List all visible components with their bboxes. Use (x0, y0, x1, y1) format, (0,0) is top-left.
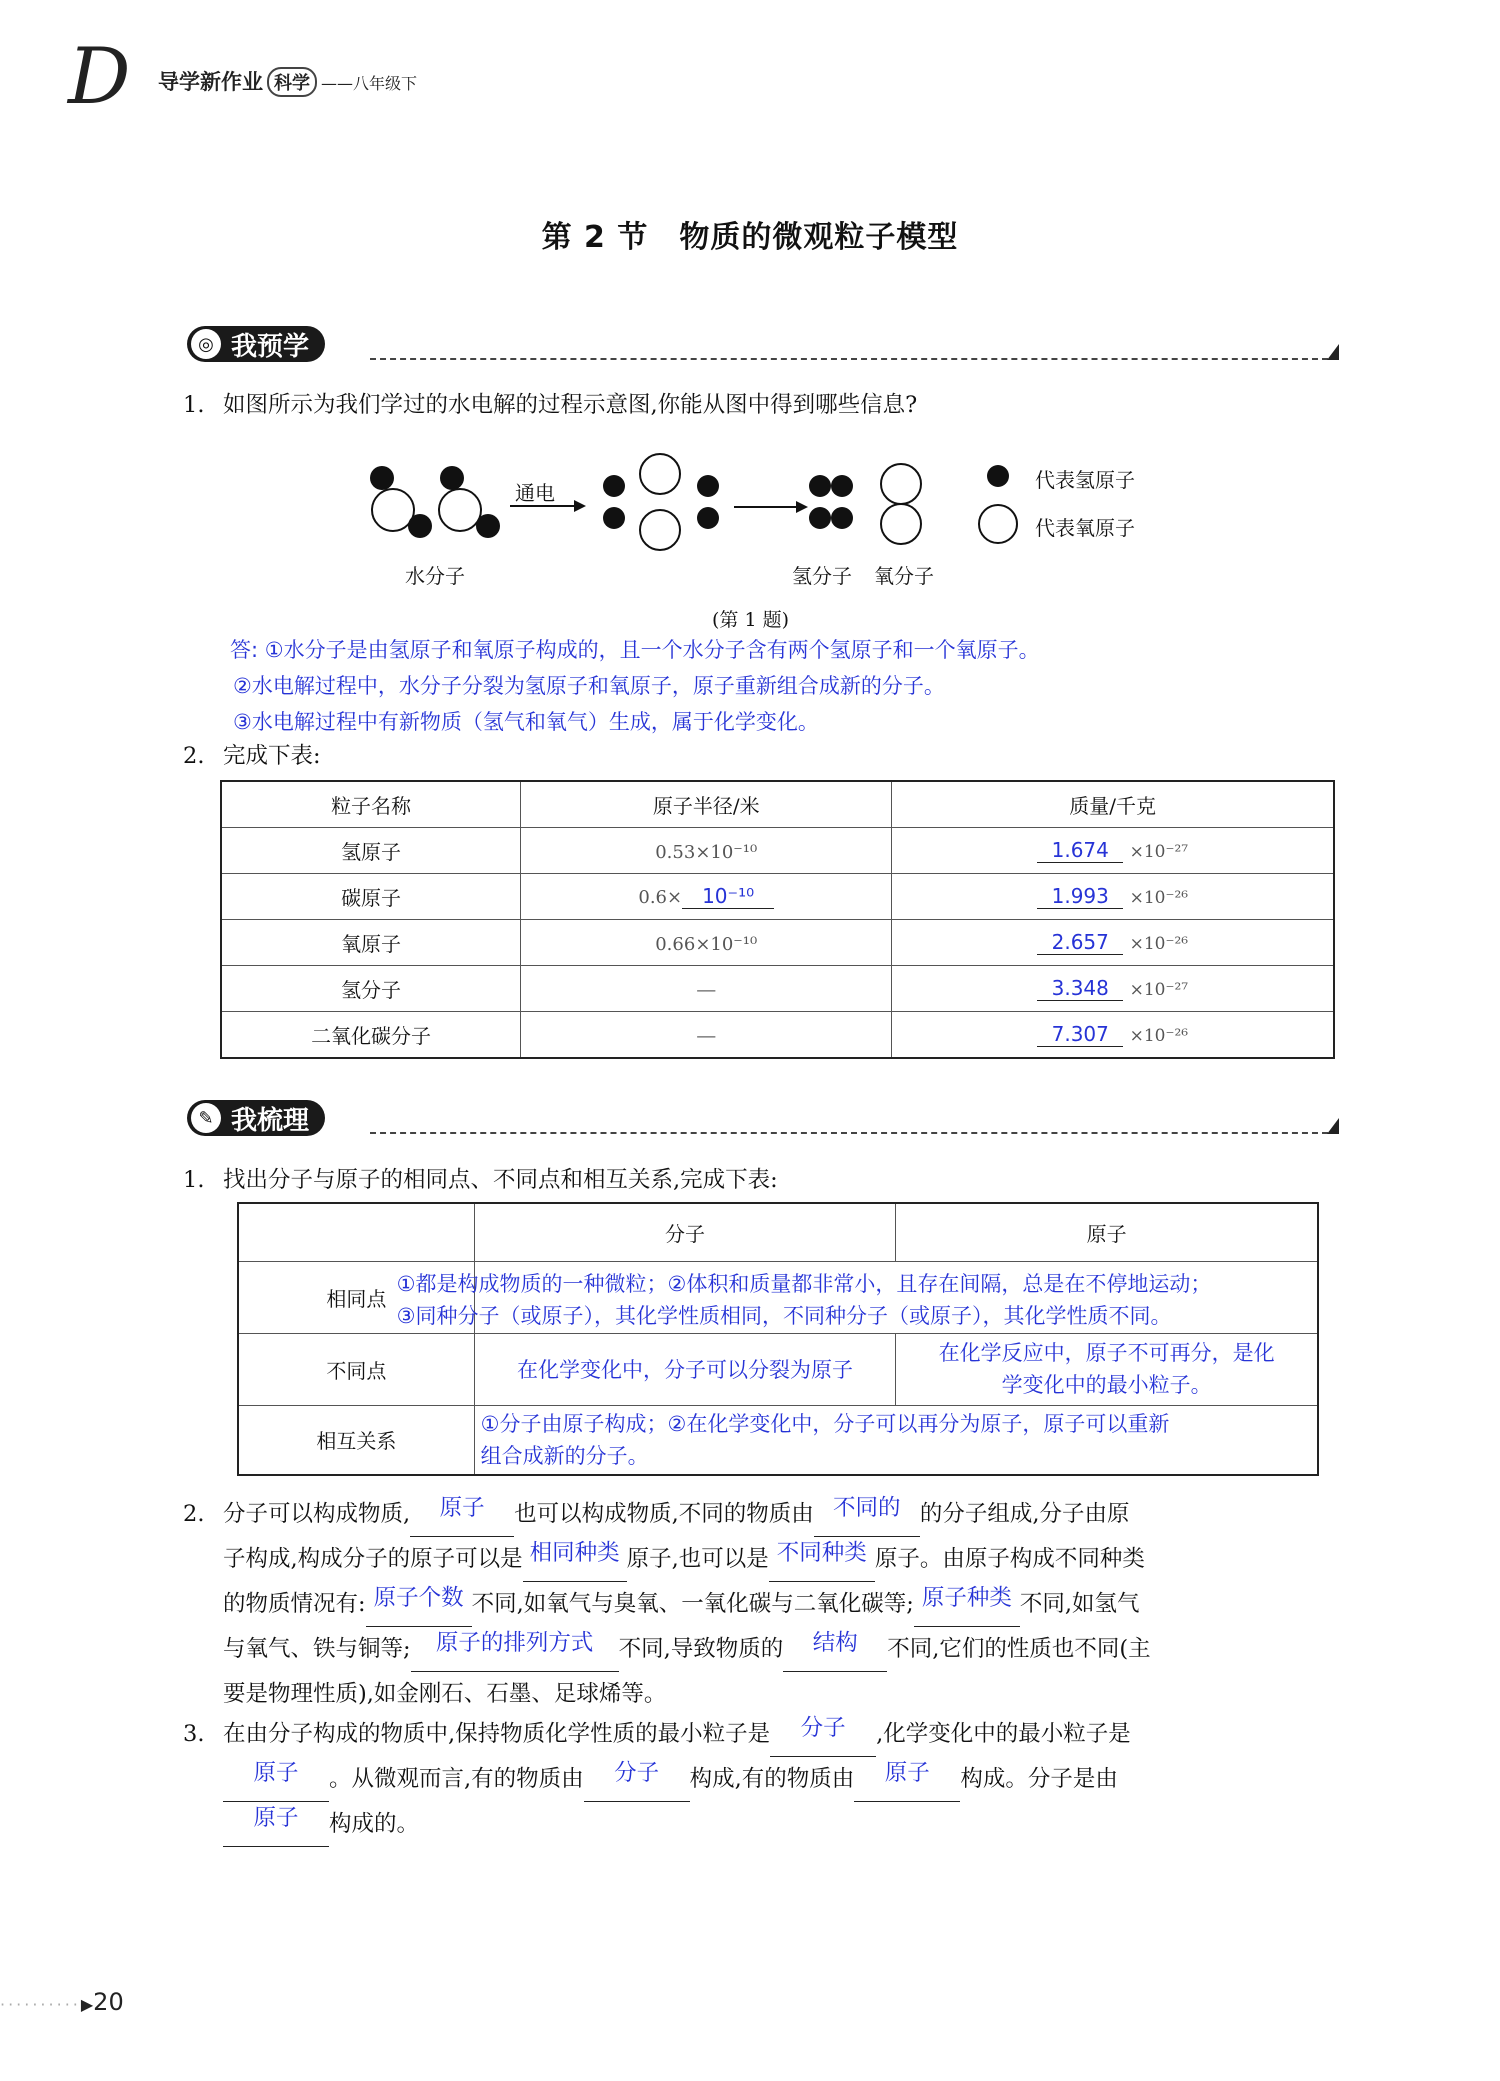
legend-oxygen-label: 代表氧原子 (1035, 516, 1135, 540)
table-header-row (221, 781, 1334, 828)
logo-letter: D (68, 32, 131, 122)
page-number: 20 (93, 1988, 124, 2016)
mass-fill: 3.348 (1037, 976, 1123, 1001)
particle-name: 二氧化碳分子 (221, 1012, 521, 1059)
mass-fill: 1.674 (1037, 838, 1123, 863)
s3-line-2: 原子 。从微观而言,有的物质由 分子 构成,有的物质由 原子 构成。分子是由 (223, 1757, 1333, 1802)
question-number: 2. (183, 1501, 205, 1527)
section-divider (370, 358, 1328, 360)
particle-radius: 0.66×10⁻¹⁰ (521, 920, 892, 966)
radius-fill: 10⁻¹⁰ (682, 884, 774, 909)
hydrogen-atom (697, 507, 719, 529)
table-header: 粒子名称 (221, 781, 521, 828)
hydrogen-molecule-label: 氢分子 (792, 564, 852, 588)
row-label: 相同点 (238, 1261, 474, 1333)
s2-line-1: 分子可以构成物质, 原子 也可以构成物质,不同的物质由 不同的 的分子组成,分子由原 (223, 1492, 1333, 1537)
hydrogen-atom (440, 466, 464, 490)
particle-table (220, 780, 1335, 1059)
question-number: 2. (183, 743, 205, 769)
particle-name: 氢分子 (221, 966, 521, 1012)
blank: 原子 (223, 1802, 329, 1847)
mass-exponent: ×10⁻²⁷ (1129, 980, 1189, 1000)
s2-line-3: 的物质情况有: 原子个数 不同,如氧气与臭氧、一氧化碳与二氧化碳等; 原子种类 不同,如氢气 (223, 1582, 1333, 1627)
particle-mass (892, 1012, 1334, 1059)
blank: 分子 (584, 1757, 690, 1802)
sort-question-3 (183, 1712, 1333, 1847)
mass-exponent: ×10⁻²⁶ (1129, 934, 1189, 954)
table-row (238, 1405, 1318, 1475)
s2-line-2: 子构成,构成分子的原子可以是 相同种类 原子,也可以是 不同种类 原子。由原子构成不同种类 (223, 1537, 1333, 1582)
water-molecule-label: 水分子 (405, 564, 465, 588)
section-divider (370, 1132, 1328, 1134)
row-label: 相互关系 (238, 1405, 474, 1475)
question-text: 找出分子与原子的相同点、不同点和相互关系,完成下表: (223, 1167, 778, 1193)
table-row (221, 966, 1334, 1012)
grade-label: ——八年级下 (321, 74, 418, 93)
table-header: 原子 (896, 1203, 1318, 1261)
q1-answer-line-1: 答: ①水分子是由氢原子和氧原子构成的，且一个水分子含有两个氢原子和一个氧原子。 (230, 638, 1040, 662)
hydrogen-atom (831, 475, 853, 497)
book-header (158, 66, 417, 97)
arrow-head-icon (574, 500, 586, 512)
particle-name: 氧原子 (221, 920, 521, 966)
footer-dots: ·········· (0, 1995, 81, 2014)
legend-oxygen-icon (979, 505, 1017, 543)
table-header: 质量/千克 (892, 781, 1334, 828)
question-text: 完成下表: (223, 743, 321, 769)
s2-line-4: 与氧气、铁与铜等; 原子的排列方式 不同,导致物质的 结构 不同,它们的性质也不同(主 (223, 1627, 1333, 1672)
book-name: 导学新作业 (158, 70, 263, 94)
particle-mass (892, 966, 1334, 1012)
question-text: 如图所示为我们学过的水电解的过程示意图,你能从图中得到哪些信息? (223, 392, 918, 418)
hydrogen-atom (809, 507, 831, 529)
mass-fill: 7.307 (1037, 1022, 1123, 1047)
blank: 原子 (223, 1757, 329, 1802)
legend-hydrogen-icon (987, 465, 1009, 487)
question-number: 1. (183, 1167, 205, 1193)
particle-name: 碳原子 (221, 874, 521, 920)
particle-mass (892, 920, 1334, 966)
arrow-label: 通电 (515, 481, 555, 505)
oxygen-atom (881, 504, 921, 544)
blank: 结构 (783, 1627, 887, 1672)
table-row (221, 920, 1334, 966)
hydrogen-atom (408, 514, 432, 538)
s2-line-5: 要是物理性质),如金刚石、石墨、足球烯等。 (223, 1681, 667, 1707)
section-badge-sort (187, 1100, 325, 1136)
section-badge-preview (187, 326, 325, 362)
blank: 相同种类 (523, 1537, 627, 1582)
s3-line-1: 在由分子构成的物质中,保持物质化学性质的最小粒子是 分子 ,化学变化中的最小粒子是 (223, 1712, 1333, 1757)
figure-caption: (第 1 题) (712, 609, 789, 631)
table-row (221, 1012, 1334, 1059)
table-header: 分子 (474, 1203, 896, 1261)
oxygen-atom (439, 489, 481, 531)
q1-answer-line-2: ②水电解过程中，水分子分裂为氢原子和氧原子，原子重新组合成新的分子。 (233, 674, 945, 698)
table-row (238, 1261, 1318, 1333)
table-header-row (238, 1203, 1318, 1261)
same-answer-line-1: ①都是构成物质的一种微粒；②体积和质量都非常小，且存在间隔，总是在不停地运动； (396, 1271, 1212, 1296)
blank: 原子 (410, 1492, 514, 1537)
particle-radius: — (521, 1012, 892, 1059)
q1-answer-line-3: ③水电解过程中有新物质（氢气和氧气）生成，属于化学变化。 (233, 710, 819, 734)
mass-exponent: ×10⁻²⁷ (1129, 842, 1189, 862)
mass-fill: 2.657 (1037, 930, 1123, 955)
diff-atom-line-2: 学变化中的最小粒子。 (1001, 1373, 1212, 1397)
table-corner (238, 1203, 474, 1261)
arrow-head-icon (796, 501, 808, 513)
particle-radius: 0.6× 10⁻¹⁰ (521, 874, 892, 920)
hydrogen-atom (476, 514, 500, 538)
oxygen-molecule-label: 氧分子 (874, 564, 934, 588)
page-title: 第 2 节 物质的微观粒子模型 (541, 220, 959, 255)
corner-mark-icon (1327, 344, 1339, 360)
table-row (238, 1333, 1318, 1405)
blank: 原子种类 (914, 1582, 1020, 1627)
diff-atom-line-1: 在化学反应中，原子不可再分，是化 (938, 1341, 1275, 1365)
mass-exponent: ×10⁻²⁶ (1129, 1026, 1189, 1046)
hydrogen-atom (831, 507, 853, 529)
relation-line-1: ①分子由原子构成；②在化学变化中，分子可以再分为原子，原子可以重新 (480, 1411, 1170, 1436)
mass-fill: 1.993 (1037, 884, 1123, 909)
preview-icon: ◎ (191, 329, 221, 359)
section-title-preview: 我预学 (231, 331, 310, 362)
subject-badge: 科学 (267, 67, 317, 97)
row-label: 不同点 (238, 1333, 474, 1405)
blank: 分子 (770, 1712, 876, 1757)
sort-question-2 (183, 1492, 1333, 1716)
hydrogen-atom (809, 475, 831, 497)
oxygen-atom (881, 464, 921, 504)
particle-mass (892, 874, 1334, 920)
corner-mark-icon (1327, 1118, 1339, 1134)
particle-radius: 0.53×10⁻¹⁰ (521, 828, 892, 874)
oxygen-atom (640, 454, 680, 494)
question-number: 1. (183, 392, 205, 418)
hydrogen-atom (370, 466, 394, 490)
hydrogen-atom (697, 475, 719, 497)
page-footer (0, 1988, 124, 2016)
same-answer-line-2: ③同种分子（或原子），其化学性质相同，不同种分子（或原子），其化学性质不同。 (396, 1303, 1172, 1328)
sort-icon: ✎ (191, 1103, 221, 1133)
oxygen-atom (372, 489, 414, 531)
blank: 原子 (854, 1757, 960, 1802)
legend-hydrogen-label: 代表氢原子 (1035, 468, 1135, 492)
particle-mass (892, 828, 1334, 874)
particle-radius: — (521, 966, 892, 1012)
footer-arrow-icon: ▶ (80, 1995, 94, 2014)
relation-cell (474, 1405, 1318, 1475)
hydrogen-atom (603, 507, 625, 529)
hydrogen-atom (603, 475, 625, 497)
s3-line-3: 原子 构成的。 (223, 1802, 1333, 1847)
mass-exponent: ×10⁻²⁶ (1129, 888, 1189, 908)
particle-name: 氢原子 (221, 828, 521, 874)
relation-line-2: 组合成新的分子。 (480, 1443, 649, 1468)
blank: 原子个数 (366, 1582, 472, 1627)
diff-atom-cell (896, 1333, 1318, 1405)
blank: 不同种类 (769, 1537, 875, 1582)
table-row (221, 828, 1334, 874)
same-points-cell (396, 1261, 1318, 1333)
table-row (221, 874, 1334, 920)
molecule-atom-table (237, 1202, 1319, 1476)
blank: 原子的排列方式 (411, 1627, 619, 1672)
diff-molecule-cell: 在化学变化中，分子可以分裂为原子 (474, 1333, 896, 1405)
section-title-sort: 我梳理 (231, 1105, 310, 1136)
table-header: 原子半径/米 (521, 781, 892, 828)
blank: 不同的 (814, 1492, 920, 1537)
oxygen-atom (640, 510, 680, 550)
question-number: 3. (183, 1721, 205, 1747)
